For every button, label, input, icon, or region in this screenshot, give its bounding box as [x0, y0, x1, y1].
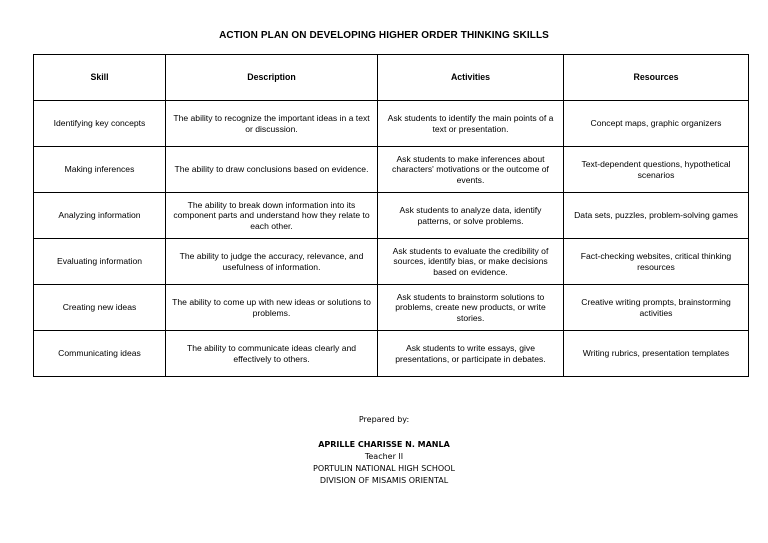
cell-description: The ability to draw conclusions based on evidence. — [166, 147, 378, 193]
header-activities: Activities — [378, 55, 564, 101]
cell-resources: Concept maps, graphic organizers — [564, 101, 749, 147]
table-row — [34, 193, 749, 239]
cell-activities: Ask students to make inferences about characters' motivations or the outcome of events. — [378, 147, 564, 193]
cell-skill: Making inferences — [34, 147, 166, 193]
table-row — [34, 239, 749, 285]
cell-skill: Creating new ideas — [34, 285, 166, 331]
table-header-row — [34, 55, 749, 101]
table-row — [34, 331, 749, 377]
cell-skill: Analyzing information — [34, 193, 166, 239]
header-skill: Skill — [34, 55, 166, 101]
cell-resources: Fact-checking websites, critical thinking resources — [564, 239, 749, 285]
cell-skill: Evaluating information — [34, 239, 166, 285]
cell-resources: Data sets, puzzles, problem-solving games — [564, 193, 749, 239]
cell-skill: Communicating ideas — [34, 331, 166, 377]
cell-activities: Ask students to write essays, give presentations, or participate in debates. — [378, 331, 564, 377]
table-row — [34, 147, 749, 193]
signatory-block — [0, 439, 768, 487]
cell-description: The ability to communicate ideas clearly and effectively to others. — [166, 331, 378, 377]
cell-activities: Ask students to brainstorm solutions to problems, create new products, or write stories. — [378, 285, 564, 331]
action-plan-table — [33, 54, 749, 377]
table-row — [34, 101, 749, 147]
cell-skill: Identifying key concepts — [34, 101, 166, 147]
page-title: ACTION PLAN ON DEVELOPING HIGHER ORDER THINKING SKILLS — [219, 30, 549, 41]
cell-activities: Ask students to identify the main points of a text or presentation. — [378, 101, 564, 147]
signatory-school: PORTULIN NATIONAL HIGH SCHOOL — [313, 464, 455, 473]
header-description: Description — [166, 55, 378, 101]
cell-activities: Ask students to evaluate the credibility of sources, identify bias, or make decisions based on evidence. — [378, 239, 564, 285]
cell-description: The ability to judge the accuracy, relevance, and usefulness of information. — [166, 239, 378, 285]
cell-description: The ability to recognize the important ideas in a text or discussion. — [166, 101, 378, 147]
signatory-name: APRILLE CHARISSE N. MANLA — [318, 440, 450, 449]
signatory-position: Teacher II — [364, 452, 404, 461]
cell-description: The ability to break down information into its component parts and understand how they relate to each other. — [166, 193, 378, 239]
signatory-division: DIVISION OF MISAMIS ORIENTAL — [319, 476, 449, 485]
cell-resources: Creative writing prompts, brainstorming activities — [564, 285, 749, 331]
cell-description: The ability to come up with new ideas or solutions to problems. — [166, 285, 378, 331]
cell-resources: Writing rubrics, presentation templates — [564, 331, 749, 377]
prepared-by-label: Prepared by: — [358, 415, 410, 424]
cell-activities: Ask students to analyze data, identify patterns, or solve problems. — [378, 193, 564, 239]
cell-resources: Text-dependent questions, hypothetical scenarios — [564, 147, 749, 193]
table-row — [34, 285, 749, 331]
header-resources: Resources — [564, 55, 749, 101]
